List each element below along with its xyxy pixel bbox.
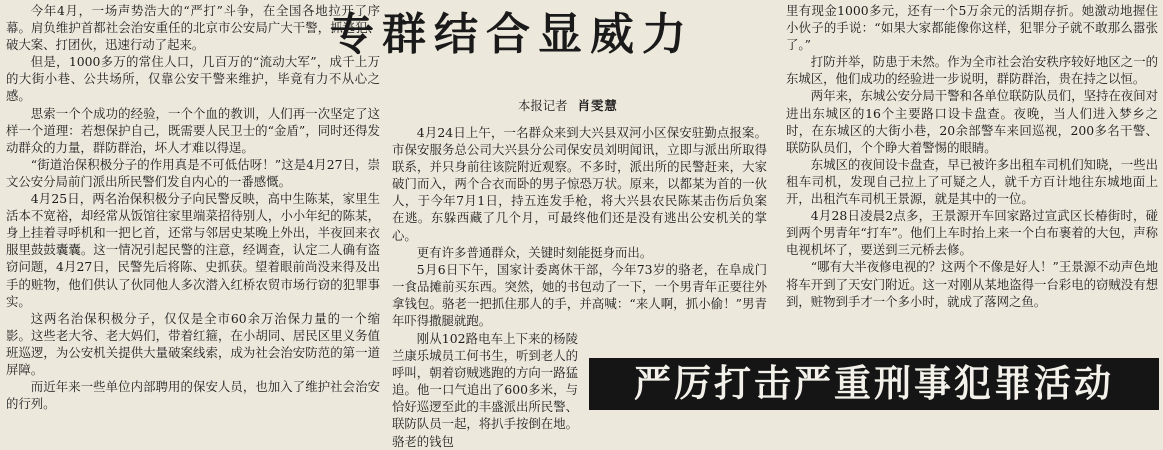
- headline: 专群结合显威力: [330, 9, 694, 60]
- paragraph: 今年4月，一场声势浩大的“严打”斗争，在全国各地拉开了序幕。肩负维护首都社会治安重任的北京市公安局广大干警，抓逃犯、破大案、打团伙，迅速行动了起来。: [6, 3, 380, 53]
- paragraph: 而近年来一些单位内部聘用的保安人员，也加入了维护社会治安的行列。: [6, 379, 380, 412]
- paragraph: “街道治保积极分子的作用真是不可低估呀！”这是4月27日，崇文公安分局前门派出所民警们发自内心的一番感慨。: [6, 156, 380, 189]
- paragraph: 打防并举，防患于未然。作为全市社会治安秩序较好地区之一的东城区，他们成功的经验进一步说明，群防群治，贵在持之以恒。: [786, 54, 1158, 87]
- paragraph: 更有许多普通群众，关键时刻能挺身而出。: [416, 244, 653, 260]
- paragraph: “哪有大半夜修电视的？这两个不像是好人！”王景源不动声色地将车开到了天安门附近。这一对刚从某地盗得一台彩电的窃贼没有想到，赃物到手才一个多小时，就成了落网之鱼。: [786, 259, 1159, 309]
- paragraph: 这两名治保积极分子，仅仅是全市60余万治保力量的一个缩影。这些老大爷、老大妈们，带着红箍，在小胡同、居民区里义务值班巡逻，为公安机关提供大量破案线索，成为社会治安防范的第一道屏障。: [6, 310, 380, 377]
- paragraph: 两年来，东城公安分局干警和各单位联防队员们，坚持在夜间对进出东城区的16个主要路口设卡盘查。夜晚，当人们进入梦乡之时，在东城区的大街小巷，20余部警车来回巡视，200多名干警、联防队员们，个个睁大着警惕的眼睛。: [786, 88, 1158, 155]
- paragraph: 里有现金1000多元，还有一个5万余元的活期存折。她激动地握住小伙子的手说：“如果大家都能像你这样，犯罪分子就不敢那么嚣张了。”: [786, 3, 1158, 53]
- paragraph: 4月25日，两名治保积极分子向民警反映，高中生陈某，家里生活本不宽裕，却经常从饭馆往家里端菜招待别人，小小年纪的陈某，身上挂着寻呼机和一把匕首，还常与邻居史某晚上外出，半夜回来衣服里鼓鼓囊囊。这一情况引起民警的注意，经调查，认定二人确有盗窃问题，4月27日，民警先后将陈、史抓获。望着眼前尚没来得及出手的赃物，他们供认了伙同他人多次潜入红桥农贸市场行窃的犯罪事实。: [6, 191, 380, 309]
- article-column-middle-continued: [392, 330, 578, 450]
- byline-name: 肖雯慧: [577, 98, 618, 113]
- paragraph: 4月24日上午，一名群众来到大兴县双河小区保安驻勤点报案。市保安服务总公司大兴县分公司保安员刘明闻讯，立即与派出所取得联系，并只身前往该院附近观察。不多时，派出所的民警赶来，大家破门而入，两个合衣而卧的男子惊恐万状。原来，以都某为首的一伙人，于今年7月1日，持五连发手枪，将大兴县农民陈某击伤后负案在逃。东躲西藏了几个月，可最终他们还是没有逃出公安机关的掌心。: [392, 125, 767, 243]
- paragraph: 5月6日下午，国家计委离休干部，今年73岁的骆老，在阜成门一食品摊前买东西。突然，她的书包动了一下，一个男青年正要往外拿钱包。骆老一把抓住那人的手，并高喊：“来人啊，抓小偷！”男青年吓得撒腿就跑。: [392, 261, 767, 329]
- paragraph: 思索一个个成功的经验，一个个血的教训，人们再一次坚定了这样一个道理：若想保护自己，既需要人民卫士的“金盾”，同时还得发动群众的力量，群防群治，坏人才难以得逞。: [6, 105, 380, 155]
- paragraph: 4月28日凌晨2点多，王景源开车回家路过宣武区长椿街时，碰到两个男青年“打车”。他们上车时抬上来一个白布裹着的大包，声称电视机坏了，要送到三元桥去修。: [786, 208, 1158, 258]
- paragraph: 东城区的夜间设卡盘查，早已被许多出租车司机们知晓，一些出租车司机，发现自己拉上了可疑之人，就千方百计地往东城地面上开，出租汽车司机王景源，就是其中的一位。: [786, 156, 1158, 207]
- campaign-banner: 严厉打击严重刑事犯罪活动: [589, 358, 1159, 410]
- paragraph: 刚从102路电车上下来的杨陵兰康乐城员工何书生，听到老人的呼叫，朝着窃贼逃跑的方向一路猛追。他一口气追出了600多米，与恰好巡逻至此的丰盛派出所民警、联防队员一起，将扒手按倒在地。骆老的钱包: [392, 331, 578, 449]
- byline: [518, 96, 618, 114]
- paragraph: 但是，1000多万的常住人口，几百万的“流动大军”，成千上万的大街小巷、公共场所，仅靠公安干警来维护，毕竟有力不从心之感。: [6, 54, 380, 104]
- article-column-middle: [392, 124, 767, 329]
- article-column-left: [6, 2, 380, 412]
- article-column-right: [786, 2, 1158, 310]
- byline-label: 本报记者: [518, 98, 568, 113]
- banner-backdrop: [589, 414, 1159, 438]
